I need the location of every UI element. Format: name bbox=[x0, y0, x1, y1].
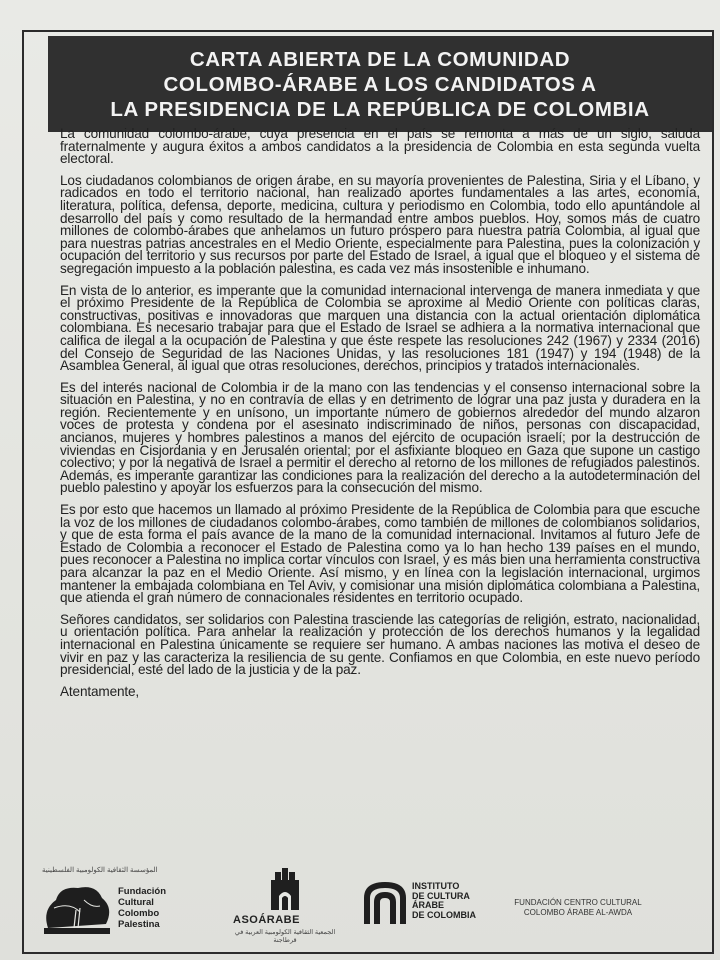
instituto-name: INSTITUTO DE CULTURA ÁRABE DE COLOMBIA bbox=[412, 881, 476, 920]
letter-title-banner bbox=[48, 36, 712, 132]
asoarabe-name: ASOÁRABE bbox=[233, 914, 300, 926]
title-line-1: CARTA ABIERTA DE LA COMUNIDAD bbox=[189, 47, 571, 71]
title-line-3: LA PRESIDENCIA DE LA REPÚBLICA DE COLOMBIA bbox=[110, 97, 650, 121]
olive-tree-icon bbox=[40, 878, 114, 938]
asoarabe-logo bbox=[225, 866, 345, 944]
asoarabe-arabic-text: الجمعية الثقافية الكولومبية العربية في قرطاجنة bbox=[234, 929, 336, 944]
arches-icon bbox=[362, 880, 408, 926]
paragraph-2: Los ciudadanos colombianos de origen árabe, en su mayoría provenientes de Palestina, Siria y el Líbano, y radicados en todo el territorio nacional, han realizado aportes fundamentales a las artes, economía, literatura, política, defensa, deporte, medicina, cultura y periodismo en Colombia, todo ello apuntándole al desarrollo del país y como resultado de la hermandad entre ambos pueblos. Hoy, somos más de cuatro millones de colombo-árabes que anhelamos un futuro próspero para nuestra patria Colombia, al igual que para nuestras patrias ancestrales en el Medio Oriente, especialmente para Palestina, pues la colonización y ocupación del territorio y sus recursos por parte del Estado de Israel, a igual que el bloqueo y el sistema de segregación impuesto a la población palestina, es cada vez más insostenible e inhumano. bbox=[60, 172, 700, 276]
paragraph-3: En vista de lo anterior, es imperante que la comunidad internacional intervenga de manera inmediata y que el próximo Presidente de la República de Colombia se aproxime al Medio Oriente con políticas claras, constructivas, positivas e innovadoras que marquen una distancia con la actual orientación diplomática colombiana. Es necesario trabajar para que el Estado de Israel se adhiera a la normativa internacional que califica de ilegal a la ocupación de Palestina y que éste respete las resoluciones 242 (1967) y 2334 (2016) del Consejo de Seguridad de las Naciones Unidas, y las resoluciones 181 (1947) y 194 (1948) de la Asamblea General, al igual que otras resoluciones, derechos, principios y tratados internacionales. bbox=[60, 282, 700, 374]
signatory-logos bbox=[40, 866, 700, 946]
title-line-2: COLOMBO-ÁRABE A LOS CANDIDATOS A bbox=[163, 72, 597, 96]
fundacion-cultural-logo bbox=[40, 866, 200, 936]
paragraph-1: La comunidad colombo-árabe, cuya presencia en el país se remonta a más de un siglo, saluda fraternalmente y augura éxitos a ambos candidatos a la presidencia de Colombia en esta segunda vuelta electoral. bbox=[60, 126, 700, 167]
al-awda-name: FUNDACIÓN CENTRO CULTURAL COLOMBO ÁRABE AL-AWDA bbox=[514, 898, 642, 917]
fundacion-arabic-text: المؤسسة الثقافية الكولومبية الفلسطينية bbox=[42, 867, 158, 874]
castle-gate-icon bbox=[265, 866, 305, 912]
paragraph-4: Es del interés nacional de Colombia ir de la mano con las tendencias y el consenso internacional sobre la situación en Palestina, y no en contravía de ellas y en detrimento de lograr una paz justa y duradera en la región. Recientemente y en unísono, un importante número de gobiernos alrededor del mundo alzaron voces de protesta y condena por el asesinato indiscriminado de niños, personas con discapacidad, ancianos, mujeres y hombres palestinos a manos del ejército de ocupación israelí; por la destrucción de viviendas en Cisjordania y en Jerusalén oriental; por el asfixiante bloqueo en Gaza que supone un castigo colectivo; y por la negativa de Israel a permitir el derecho al retorno de los millones de refugiados palestinos. Además, es imperante garantizar las condiciones para la realización del derecho a la autodeterminación del pueblo palestino y apoyar los esfuerzos para la consecución del mismo. bbox=[60, 379, 700, 496]
paragraph-6: Señores candidatos, ser solidarios con Palestina trasciende las categorías de religión, estrato, nacionalidad, u orientación política. Para anhelar la realización y protección de los derechos humanos y la legalidad internacional en Palestina únicamente se requiere ser humano. A ambas naciones las motiva el deseo de vivir en paz y las caracteriza la resiliencia de su gente. Confiamos en que Colombia, en este nuevo período presidencial, esté del lado de la justicia y de la paz. bbox=[60, 611, 700, 678]
fundacion-name: Fundación Cultural Colombo Palestina bbox=[118, 886, 167, 930]
closing-salutation: Atentamente, bbox=[60, 683, 140, 699]
paragraph-5: Es por esto que hacemos un llamado al próximo Presidente de la República de Colombia para que escuche la voz de los millones de ciudadanos colombo-árabes, como también de millones de colombianos solidarios, y que de esta forma el país avance de la mano de la comunidad internacional. Invitamos al futuro Jefe de Estado de Colombia a reconocer el Estado de Palestina como ya lo han hecho 139 países en el mundo, pues reconocer a Palestina no implica cortar vínculos con Israel, y es más bien una herramienta constructiva para alcanzar la paz en el Medio Oriente. Así mismo, y en línea con la legislación internacional, urgimos mantener la embajada colombiana en Tel Aviv, y comisionar una misión diplomática colombiana a Palestina, que atienda el gran número de connacionales residentes en territorio ocupado. bbox=[60, 502, 700, 606]
letter-body bbox=[60, 128, 700, 707]
al-awda-logo bbox=[488, 866, 668, 926]
